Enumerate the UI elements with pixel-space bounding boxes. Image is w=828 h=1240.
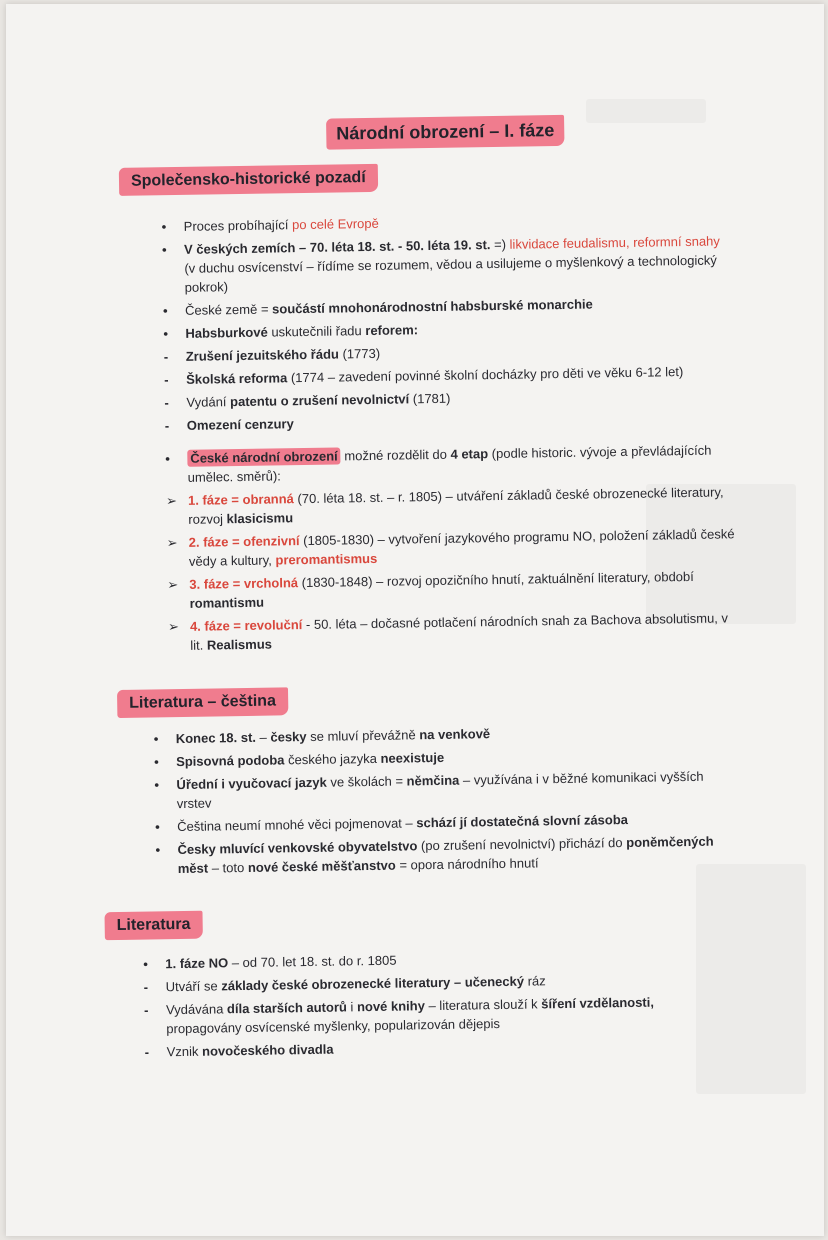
text-fragment: uskutečnili řadu [267,323,366,340]
list-item [165,407,735,435]
text-fragment: Česky mluvící venkovské obyvatelstvo [177,838,418,858]
text-fragment: (1805-1830) – vytvoření jazykového programu NO, položení základů české vědy a kultury, [188,526,735,569]
document-page [6,4,824,1236]
arrow-bullet-icon: ➢ [165,493,178,509]
text-fragment: základy české obrozenecké literatury – učenecký [221,973,525,994]
dash-marker: - [144,1044,150,1060]
list-item [168,608,739,655]
text-fragment: poněmčených měst [177,833,714,877]
dash-marker: - [164,372,169,388]
section-heading-literature: Literatura [104,911,202,941]
text-fragment: němčina [406,772,460,789]
text-fragment: novočeského divadla [201,1041,334,1059]
dash-marker: - [164,395,169,411]
bullet-marker: • [155,819,160,835]
text-fragment: České země = [184,301,273,318]
text-fragment: klasicismu [226,510,294,527]
text-fragment: Vydávána [165,1001,228,1018]
dash-marker: - [143,1002,149,1018]
literature-bullet-list [143,946,705,1066]
text-fragment: 1. fáze = obranná [187,491,294,508]
text-fragment: – toto [208,859,249,876]
bullet-marker: • [143,956,148,972]
text-fragment: nové knihy [356,998,426,1015]
text-fragment: (1781) [409,390,451,407]
text-fragment: (1774 – zavedení povinné školní docházky pro děti ve věku 6-12 let) [287,364,684,386]
list-item [155,831,736,878]
text-fragment: – využívána i v běžné komunikaci vyšších vrstev [176,768,704,812]
bullet-marker: • [165,451,171,467]
bullet-marker: • [154,777,160,793]
text-fragment: Spisovná podoba [176,752,285,770]
text-fragment: 2. fáze = ofenzivní [188,533,300,550]
bullet-marker: • [163,326,169,342]
text-fragment: na venkově [419,726,491,743]
text-fragment: Konec 18. st. [175,729,257,747]
bullet-marker: • [153,731,159,747]
text-fragment: Vznik [166,1043,203,1060]
text-fragment: Zrušení jezuitského řádu [185,346,340,364]
text-fragment: patentu o zrušení nevolnictví [229,391,410,410]
text-fragment: díla starších autorů [226,999,347,1017]
text-fragment: (po zrušení nevolnictví) přichází do [417,835,627,854]
section-heading-background: Společensko-historické pozadí [119,164,378,196]
arrow-bullet-icon: ➢ [167,577,179,593]
text-fragment: – od 70. let 18. st. do r. 1805 [228,952,397,971]
text-fragment: České národní obrození [187,447,341,466]
arrow-bullet-icon: ➢ [167,619,180,635]
text-fragment: - 50. léta – dočasné potlačení národních snah za Bachova absolutismu, v lit. [190,610,729,653]
list-item [165,440,736,487]
text-fragment: neexistuje [380,749,445,766]
text-fragment: ve školách = [326,773,407,790]
text-fragment: 1. fáze NO [165,955,229,972]
list-item [145,1034,705,1062]
bullet-marker: • [154,754,159,770]
list-item [167,524,738,571]
text-fragment: =) [490,236,510,253]
bullet-marker: • [162,303,168,319]
text-fragment: šíření vzdělanosti, [541,994,655,1012]
text-fragment: Školská reforma [185,370,288,387]
text-fragment: Utváří se [165,978,222,995]
background-bullet-list [162,208,735,439]
list-item [167,566,738,613]
bullet-marker: • [161,242,167,258]
text-fragment: 4. fáze = revoluční [189,617,303,634]
dash-marker: - [163,349,169,365]
text-fragment: Habsburkové [185,324,268,341]
list-item [162,231,733,297]
text-fragment: likvidace feudalismu, reformní snahy [509,233,720,252]
text-fragment: = opora národního hnutí [395,855,539,873]
text-fragment: V českých zemích – 70. léta 18. st. - 50. léta 19. st. [183,237,491,257]
text-fragment: česky [270,729,307,745]
text-fragment: – [255,729,271,745]
text-fragment: po celé Evropě [291,215,379,233]
text-fragment: možné rozdělit do [340,446,451,464]
phases-bullet-list [165,440,738,659]
list-item [154,766,735,813]
text-fragment: (podle historic. vývoje a převládajících umělec. směrů): [187,442,712,485]
text-fragment: (70. léta 18. st. – r. 1805) – utváření základů české obrozenecké literatury, rozvoj [188,484,724,527]
text-fragment: Realismus [206,636,273,653]
text-fragment: Úřední i vyučovací jazyk [176,774,327,793]
list-item [166,482,737,529]
text-fragment: českého jazyka [284,750,381,768]
text-fragment: i [346,999,358,1015]
text-fragment: (1773) [338,345,381,362]
section-heading-language: Literatura – čeština [117,687,288,718]
text-fragment: se mluví převážně [306,727,420,745]
text-fragment: 4 etap [450,446,489,462]
text-fragment: Vydání [186,394,231,410]
page-content [6,4,824,1236]
text-fragment: propagovány osvícenské myšlenky, popularizován dějepis [166,1016,501,1037]
text-fragment: – literatura slouží k [424,996,542,1014]
text-fragment: Čeština neumí mnohé věci pojmenovat – [177,815,417,835]
text-fragment: Omezení cenzury [186,416,294,433]
text-fragment: schází jí dostatečná slovní zásoba [416,811,629,831]
text-fragment: nové české měšťanstvo [247,857,396,875]
text-fragment: (v duchu osvícenství – řídíme se rozumem, vědou a usilujeme o myšlenkový a technologický pokrok) [184,252,717,295]
text-fragment: reforem: [365,322,419,339]
arrow-bullet-icon: ➢ [166,535,178,551]
dash-marker: - [164,418,170,434]
list-item [144,992,705,1039]
text-fragment: ráz [523,973,546,989]
page-title: Národní obrození – I. fáze [326,115,564,150]
bullet-marker: • [161,219,167,235]
language-bullet-list [154,720,736,882]
text-fragment: (1830-1848) – rozvoj opozičního hnutí, zaktuálnění literatury, období [297,568,694,591]
text-fragment: Proces probíhající [183,217,293,234]
text-fragment: preromantismus [275,550,378,568]
bullet-marker: • [155,842,161,858]
text-fragment: součástí mnohonárodnostní habsburské monarchie [271,296,593,317]
text-fragment: romantismu [189,594,265,611]
text-fragment: 3. fáze = vrcholná [189,575,299,592]
dash-marker: - [143,979,149,995]
